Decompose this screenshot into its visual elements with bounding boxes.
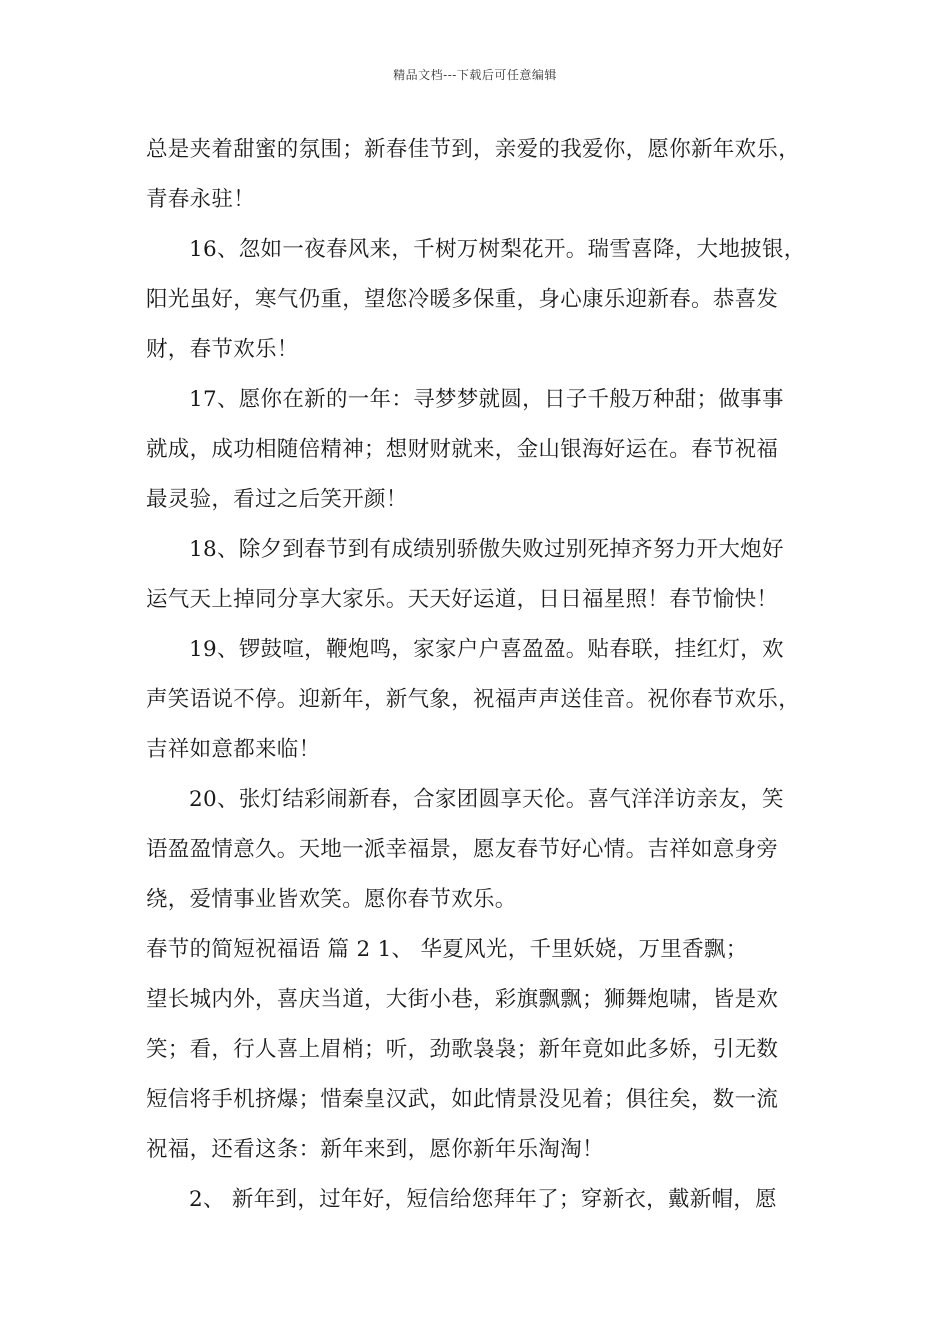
text-line: 绕，爱情事业皆欢笑。愿你春节欢乐。	[146, 887, 517, 912]
text-line: 阳光虽好，寒气仍重，望您冷暖多保重，身心康乐迎新春。恭喜发	[146, 287, 779, 312]
page-header: 精品文档---下载后可任意编辑	[393, 68, 557, 82]
paragraph-20-line: 20、张灯结彩闹新春，合家团圆享天伦。喜气洋洋访亲友，笑	[189, 787, 784, 812]
paragraph-19-line: 19、锣鼓喧，鞭炮鸣，家家户户喜盈盈。贴春联，挂红灯，欢	[189, 637, 784, 662]
paragraph-17-line: 17、愿你在新的一年：寻梦梦就圆，日子千般万种甜；做事事	[189, 387, 784, 412]
section-heading-line: 春节的简短祝福语 篇 2 1、 华夏风光，千里妖娆，万里香飘；	[146, 937, 748, 962]
paragraph-18-line: 18、除夕到春节到有成绩别骄傲失败过别死掉齐努力开大炮好	[189, 537, 784, 562]
text-line: 语盈盈情意久。天地一派幸福景，愿友春节好心情。吉祥如意身旁	[146, 837, 779, 862]
text-line: 运气天上掉同分享大家乐。天天好运道，日日福星照！春节愉快！	[146, 587, 779, 612]
paragraph-16-line: 16、忽如一夜春风来，千树万树梨花开。瑞雪喜降，大地披银，	[189, 237, 806, 262]
text-line: 吉祥如意都来临！	[146, 737, 321, 762]
text-line: 短信将手机挤爆；惜秦皇汉武，如此情景没见着；俱往矣，数一流	[146, 1087, 779, 1112]
text-line: 声笑语说不停。迎新年，新气象，祝福声声送佳音。祝你春节欢乐，	[146, 687, 801, 712]
text-line: 最灵验，看过之后笑开颜！	[146, 487, 408, 512]
text-line: 就成，成功相随倍精神；想财财就来，金山银海好运在。春节祝福	[146, 437, 779, 462]
text-line: 总是夹着甜蜜的氛围；新春佳节到，亲爱的我爱你，愿你新年欢乐，	[146, 137, 801, 162]
text-line: 笑；看，行人喜上眉梢；听，劲歌袅袅；新年竟如此多娇，引无数	[146, 1037, 779, 1062]
text-line: 祝福，还看这条：新年来到，愿你新年乐淘淘！	[146, 1137, 604, 1162]
text-line: 望长城内外，喜庆当道，大街小巷，彩旗飘飘；狮舞炮啸，皆是欢	[146, 987, 779, 1012]
paragraph-2-line: 2、 新年到，过年好，短信给您拜年了；穿新衣，戴新帽，愿	[189, 1187, 777, 1212]
text-line: 青春永驻！	[146, 187, 256, 212]
text-line: 财，春节欢乐！	[146, 337, 299, 362]
